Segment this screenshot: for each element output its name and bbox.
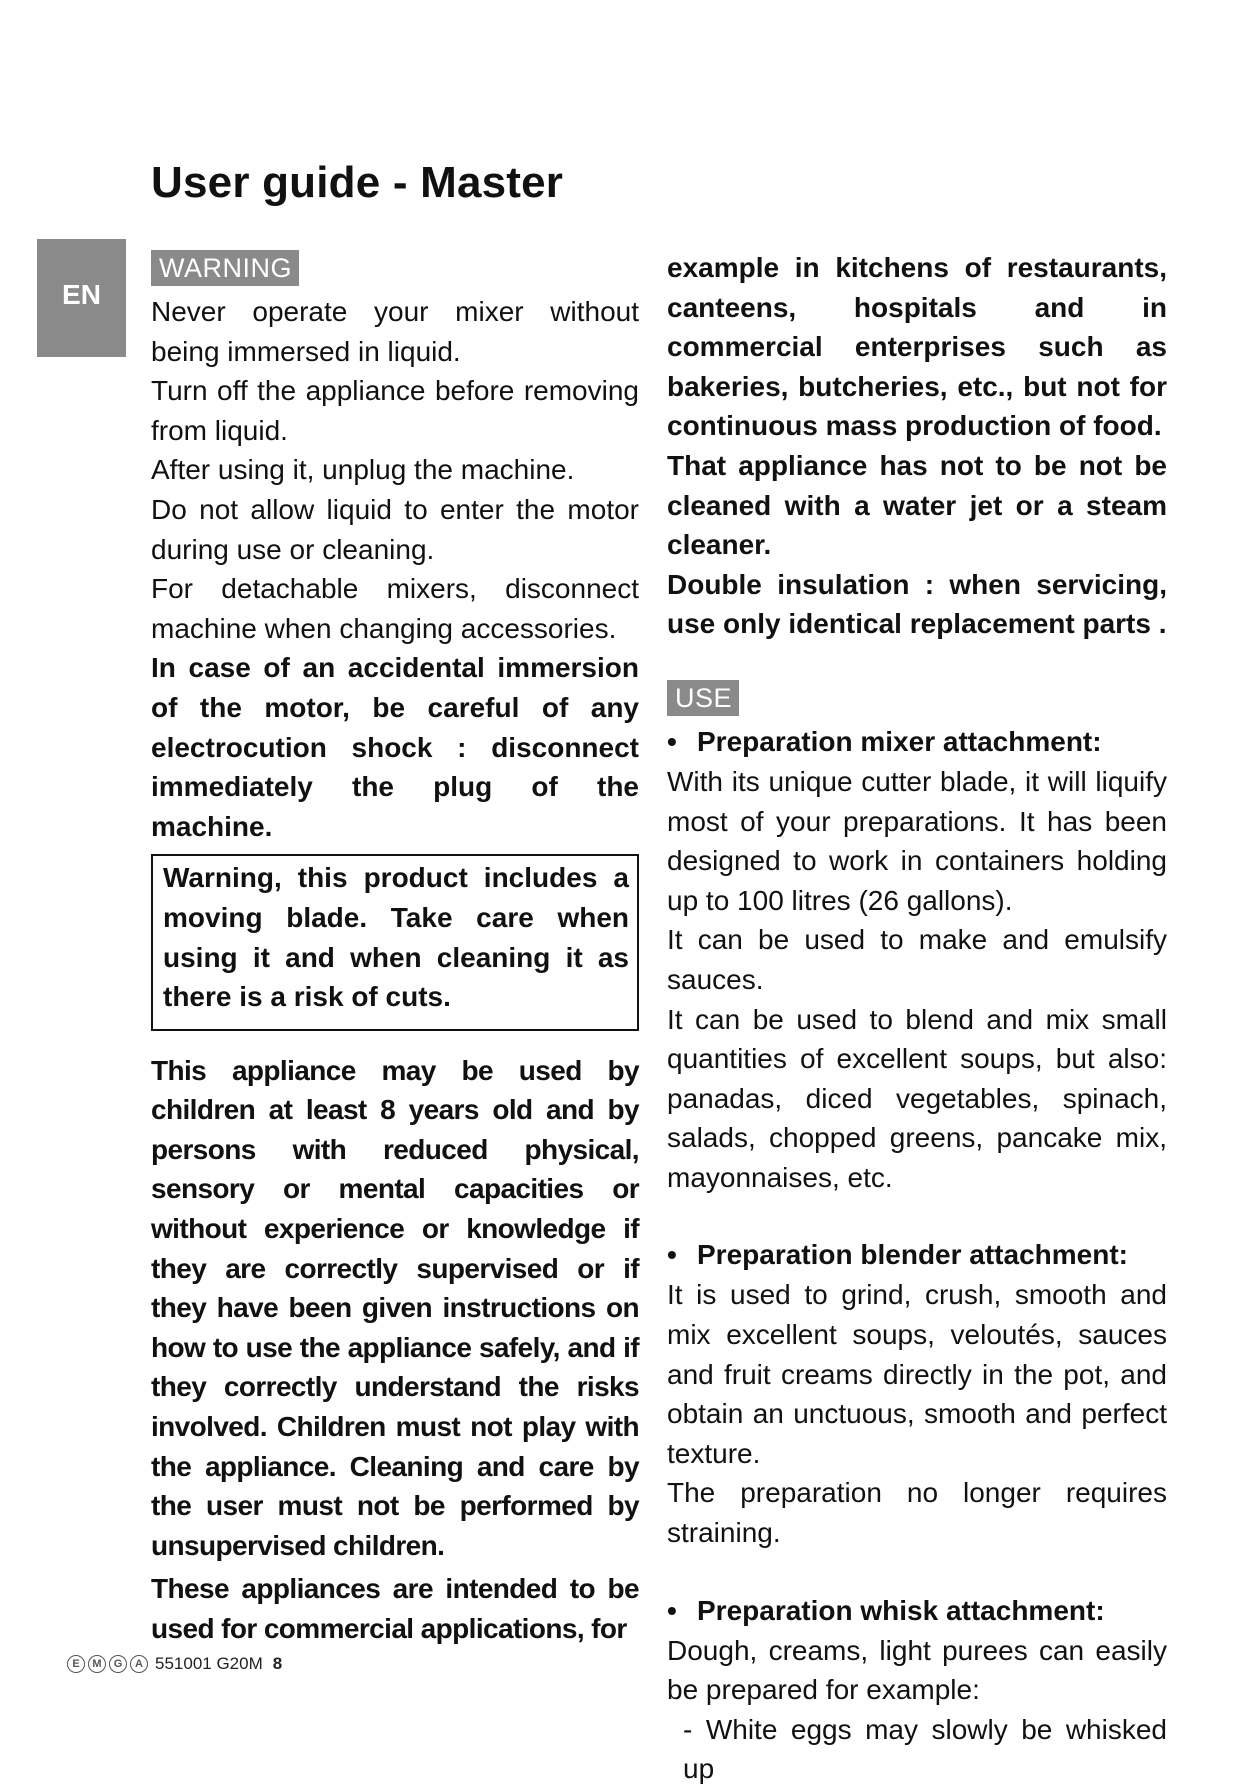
doc-code: 551001 G20M [155,1654,263,1673]
page-title: User guide - Master [151,158,564,207]
warning-badge: WARNING [151,250,299,286]
mixer-heading-text: Preparation mixer attachment: [697,725,1102,757]
whisk-heading-text: Preparation whisk attachment: [697,1594,1105,1626]
page-number: 8 [272,1654,283,1673]
blade-warning-text: Warning, this product includes a moving blade. Take care when using it and when cleaning it as there is a risk of cuts. [163,862,629,1013]
bullet: • [667,1594,677,1626]
immersion-warning: In case of an accidental immersion of the motor, be careful of any electrocution shock : disconnect immediately the plug of the machine. [151,652,639,842]
whisk-heading [667,1591,1167,1631]
blender-heading-text: Preparation blender attachment: [697,1239,1128,1271]
warning-text: After using it, unplug the machine. [151,454,575,486]
warning-text: For detachable mixers, disconnect machine when changing accessories. [151,573,639,644]
use-badge: USE [667,680,739,716]
warning-text: Do not allow liquid to enter the motor during use or cleaning. [151,493,639,565]
mixer-heading [667,722,1167,762]
right-column [667,248,1167,1789]
language-tab: EN [37,239,126,357]
mixer-section [667,722,1167,1198]
logo-letter: M [88,1655,106,1673]
whisk-section [667,1591,1167,1789]
bullet: • [667,725,677,757]
spacer [667,1197,1167,1235]
commercial-notice-start: These appliances are intended to be used for commercial applications, for [151,1573,639,1644]
blade-warning-box [151,854,639,1030]
footer [67,1654,282,1674]
left-column [151,250,639,1649]
mixer-paragraph: It can be used to blend and mix small quantities of excellent soups, but also: panadas, diced vegetables, spinach, salads, chopped greens, pancake mix, mayonnaises, etc. [667,1003,1167,1193]
warning-text: Never operate your mixer without being immersed in liquid. [151,296,639,367]
logo-letter: A [130,1655,148,1673]
warning-text: Turn off the appliance before removing from liquid. [151,375,639,446]
whisk-paragraph: Dough, creams, light purees can easily be prepared for example: [667,1634,1167,1706]
bullet: • [667,1239,677,1271]
children-notice: This appliance may be used by children at least 8 years old and by persons with reduced physical, sensory or mental capacities or without experience or knowledge if they are correctly supervised or if they have been given instructions on how to use the appliance safely, and if they correctly understand the risks involved. Children must not play with the appliance. Cleaning and care by the user must not be performed by unsupervised children. [151,1054,639,1561]
blender-paragraph: It is used to grind, crush, smooth and mix excellent soups, veloutés, sauces and fruit creams directly in the pot, and obtain an unctuous, smooth and perfect texture. [667,1279,1167,1469]
spacer [667,1553,1167,1591]
whisk-paragraph: - White eggs may slowly be whisked up [683,1713,1167,1785]
insulation-notice: Double insulation : when servicing, use only identical replacement parts . [667,568,1167,640]
blender-section [667,1235,1167,1552]
mixer-paragraph: It can be used to make and emulsify sauces. [667,924,1167,995]
blender-paragraph: The preparation no longer requires straining. [667,1477,1167,1549]
cleaning-notice: That appliance has not to be not be cleaned with a water jet or a steam cleaner. [667,449,1167,561]
blender-heading [667,1235,1167,1275]
logo-letter: E [67,1655,85,1673]
commercial-notice-end: example in kitchens of restaurants, canteens, hospitals and in commercial enterprises such as bakeries, butcheries, etc., but not for continuous mass production of food. [667,252,1167,442]
mixer-paragraph: With its unique cutter blade, it will liquify most of your preparations. It has been designed to work in containers holding up to 100 litres (26 gallons). [667,765,1167,916]
logo-letter: G [109,1655,127,1673]
